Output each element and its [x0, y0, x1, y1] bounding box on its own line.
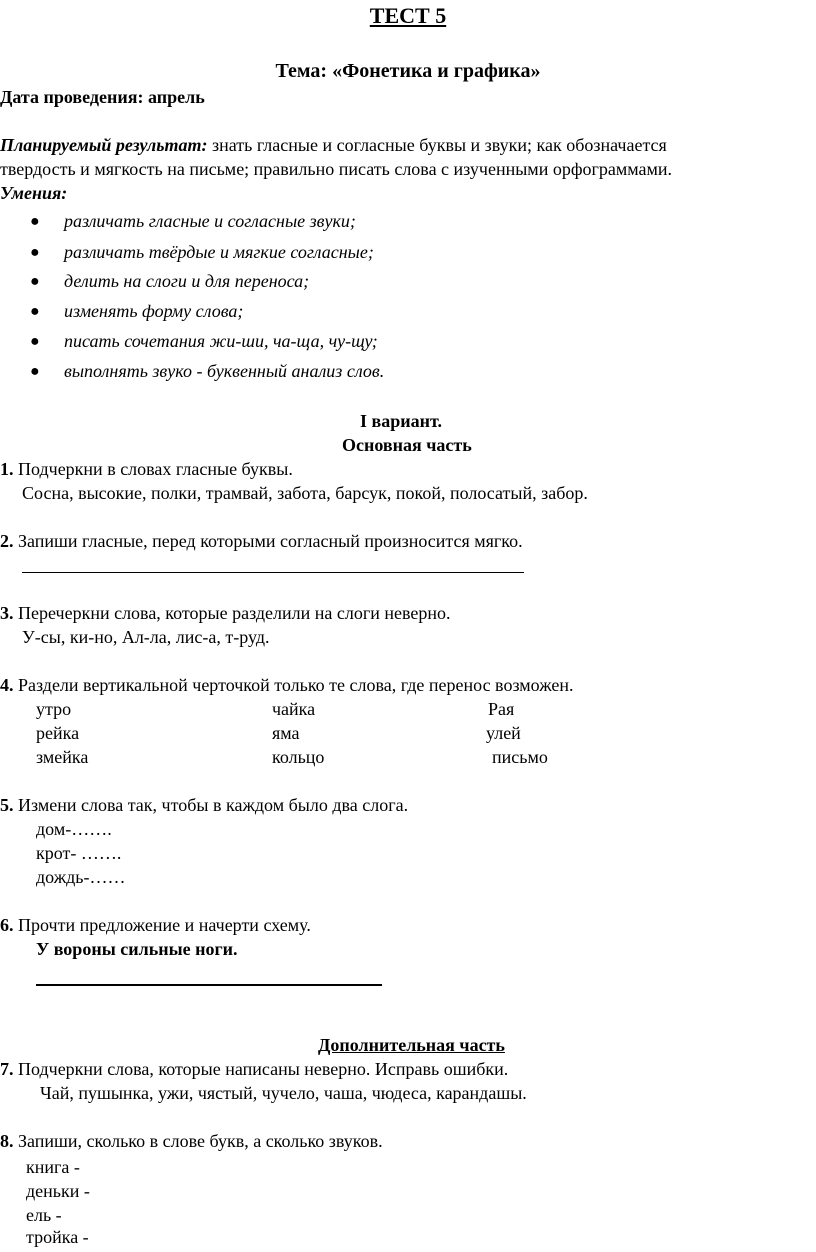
task-1 [0, 458, 293, 481]
task-4-word: яма [272, 723, 300, 743]
main-part-title: Основная часть [342, 435, 472, 455]
task-5-item: крот- ……. [36, 843, 122, 863]
task-4-word: улей [486, 723, 521, 743]
task-number: 7. [0, 1059, 14, 1079]
extra-part-title: Дополнительная часть [318, 1035, 505, 1055]
task-4-word: рейка [36, 723, 80, 743]
task-6-sentence: У вороны сильные ноги. [36, 939, 238, 959]
task-6-scheme-line[interactable] [36, 984, 382, 986]
task-4-word: чайка [272, 699, 316, 719]
task-5 [0, 794, 408, 817]
task-4 [0, 674, 574, 697]
skill-item: изменять форму слова; [64, 301, 244, 321]
task-3-words: У-сы, ки-но, Ал-ла, лис-а, т-руд. [22, 627, 270, 647]
task-3 [0, 602, 451, 625]
task-text: Прочти предложение и начерти схему. [13, 915, 311, 935]
task-7-words: Чай, пушынка, ужи, чястый, чучело, чаша, чюдеса, карандашы. [40, 1083, 527, 1103]
result-line [0, 134, 667, 157]
date-line: Дата проведения: апрель [0, 87, 205, 107]
task-8 [0, 1130, 383, 1153]
task-2-answer-line[interactable] [22, 572, 524, 573]
task-number: 5. [0, 795, 14, 815]
test-title: ТЕСТ 5 [369, 3, 447, 28]
task-number: 3. [0, 603, 14, 623]
task-5-item: дом-……. [36, 819, 112, 839]
bullet-icon: ● [30, 213, 40, 230]
result-text-1: знать гласные и согласные буквы и звуки; как обозначается [207, 135, 667, 155]
task-text: Запиши гласные, перед которыми согласный произносится мягко. [13, 531, 523, 551]
task-text: Перечеркни слова, которые разделили на слоги неверно. [13, 603, 451, 623]
task-8-item: деньки - [26, 1181, 90, 1201]
bullet-icon: ● [30, 303, 40, 320]
task-number: 8. [0, 1131, 14, 1151]
task-4-word: Рая [488, 699, 515, 719]
skill-item: различать твёрдые и мягкие согласные; [64, 242, 374, 262]
skills-label: Умения: [0, 183, 68, 203]
bullet-icon: ● [30, 273, 40, 290]
skill-item: делить на слоги и для переноса; [64, 271, 310, 291]
task-4-word: кольцо [272, 747, 325, 767]
result-label: Планируемый результат: [0, 135, 208, 155]
task-text: Измени слова так, чтобы в каждом было два слога. [13, 795, 409, 815]
task-4-word: змейка [36, 747, 89, 767]
task-text: Подчеркни слова, которые написаны неверно. Исправь ошибки. [13, 1059, 509, 1079]
task-text: Раздели вертикальной черточкой только те слова, где перенос возможен. [13, 675, 574, 695]
skill-item: различать гласные и согласные звуки; [64, 211, 356, 231]
bullet-icon: ● [30, 333, 40, 350]
task-8-item: ель - [26, 1205, 62, 1225]
task-text: Запиши, сколько в слове букв, а сколько звуков. [13, 1131, 383, 1151]
task-number: 4. [0, 675, 14, 695]
task-6 [0, 914, 311, 937]
skill-item: писать сочетания жи-ши, ча-ща, чу-щу; [64, 331, 378, 351]
task-1-words: Сосна, высокие, полки, трамвай, забота, барсук, покой, полосатый, забор. [22, 483, 588, 503]
task-7 [0, 1058, 508, 1081]
task-8-item: книга - [26, 1157, 80, 1177]
task-number: 1. [0, 459, 14, 479]
task-8-item: тройка - [26, 1227, 89, 1247]
task-4-word: утро [36, 699, 72, 719]
result-text-2: твердость и мягкость на письме; правильно писать слова с изученными орфограммами. [0, 159, 673, 179]
task-text: Подчеркни в словах гласные буквы. [13, 459, 293, 479]
skill-item: выполнять звуко - буквенный анализ слов. [64, 361, 385, 381]
task-number: 2. [0, 531, 14, 551]
topic-title: Тема: «Фонетика и графика» [275, 60, 541, 82]
bullet-icon: ● [30, 363, 40, 380]
task-number: 6. [0, 915, 14, 935]
variant-title: I вариант. [360, 411, 442, 431]
task-2 [0, 530, 523, 553]
task-4-word: письмо [492, 747, 548, 767]
bullet-icon: ● [30, 244, 40, 261]
task-5-item: дождь-…… [36, 867, 126, 887]
